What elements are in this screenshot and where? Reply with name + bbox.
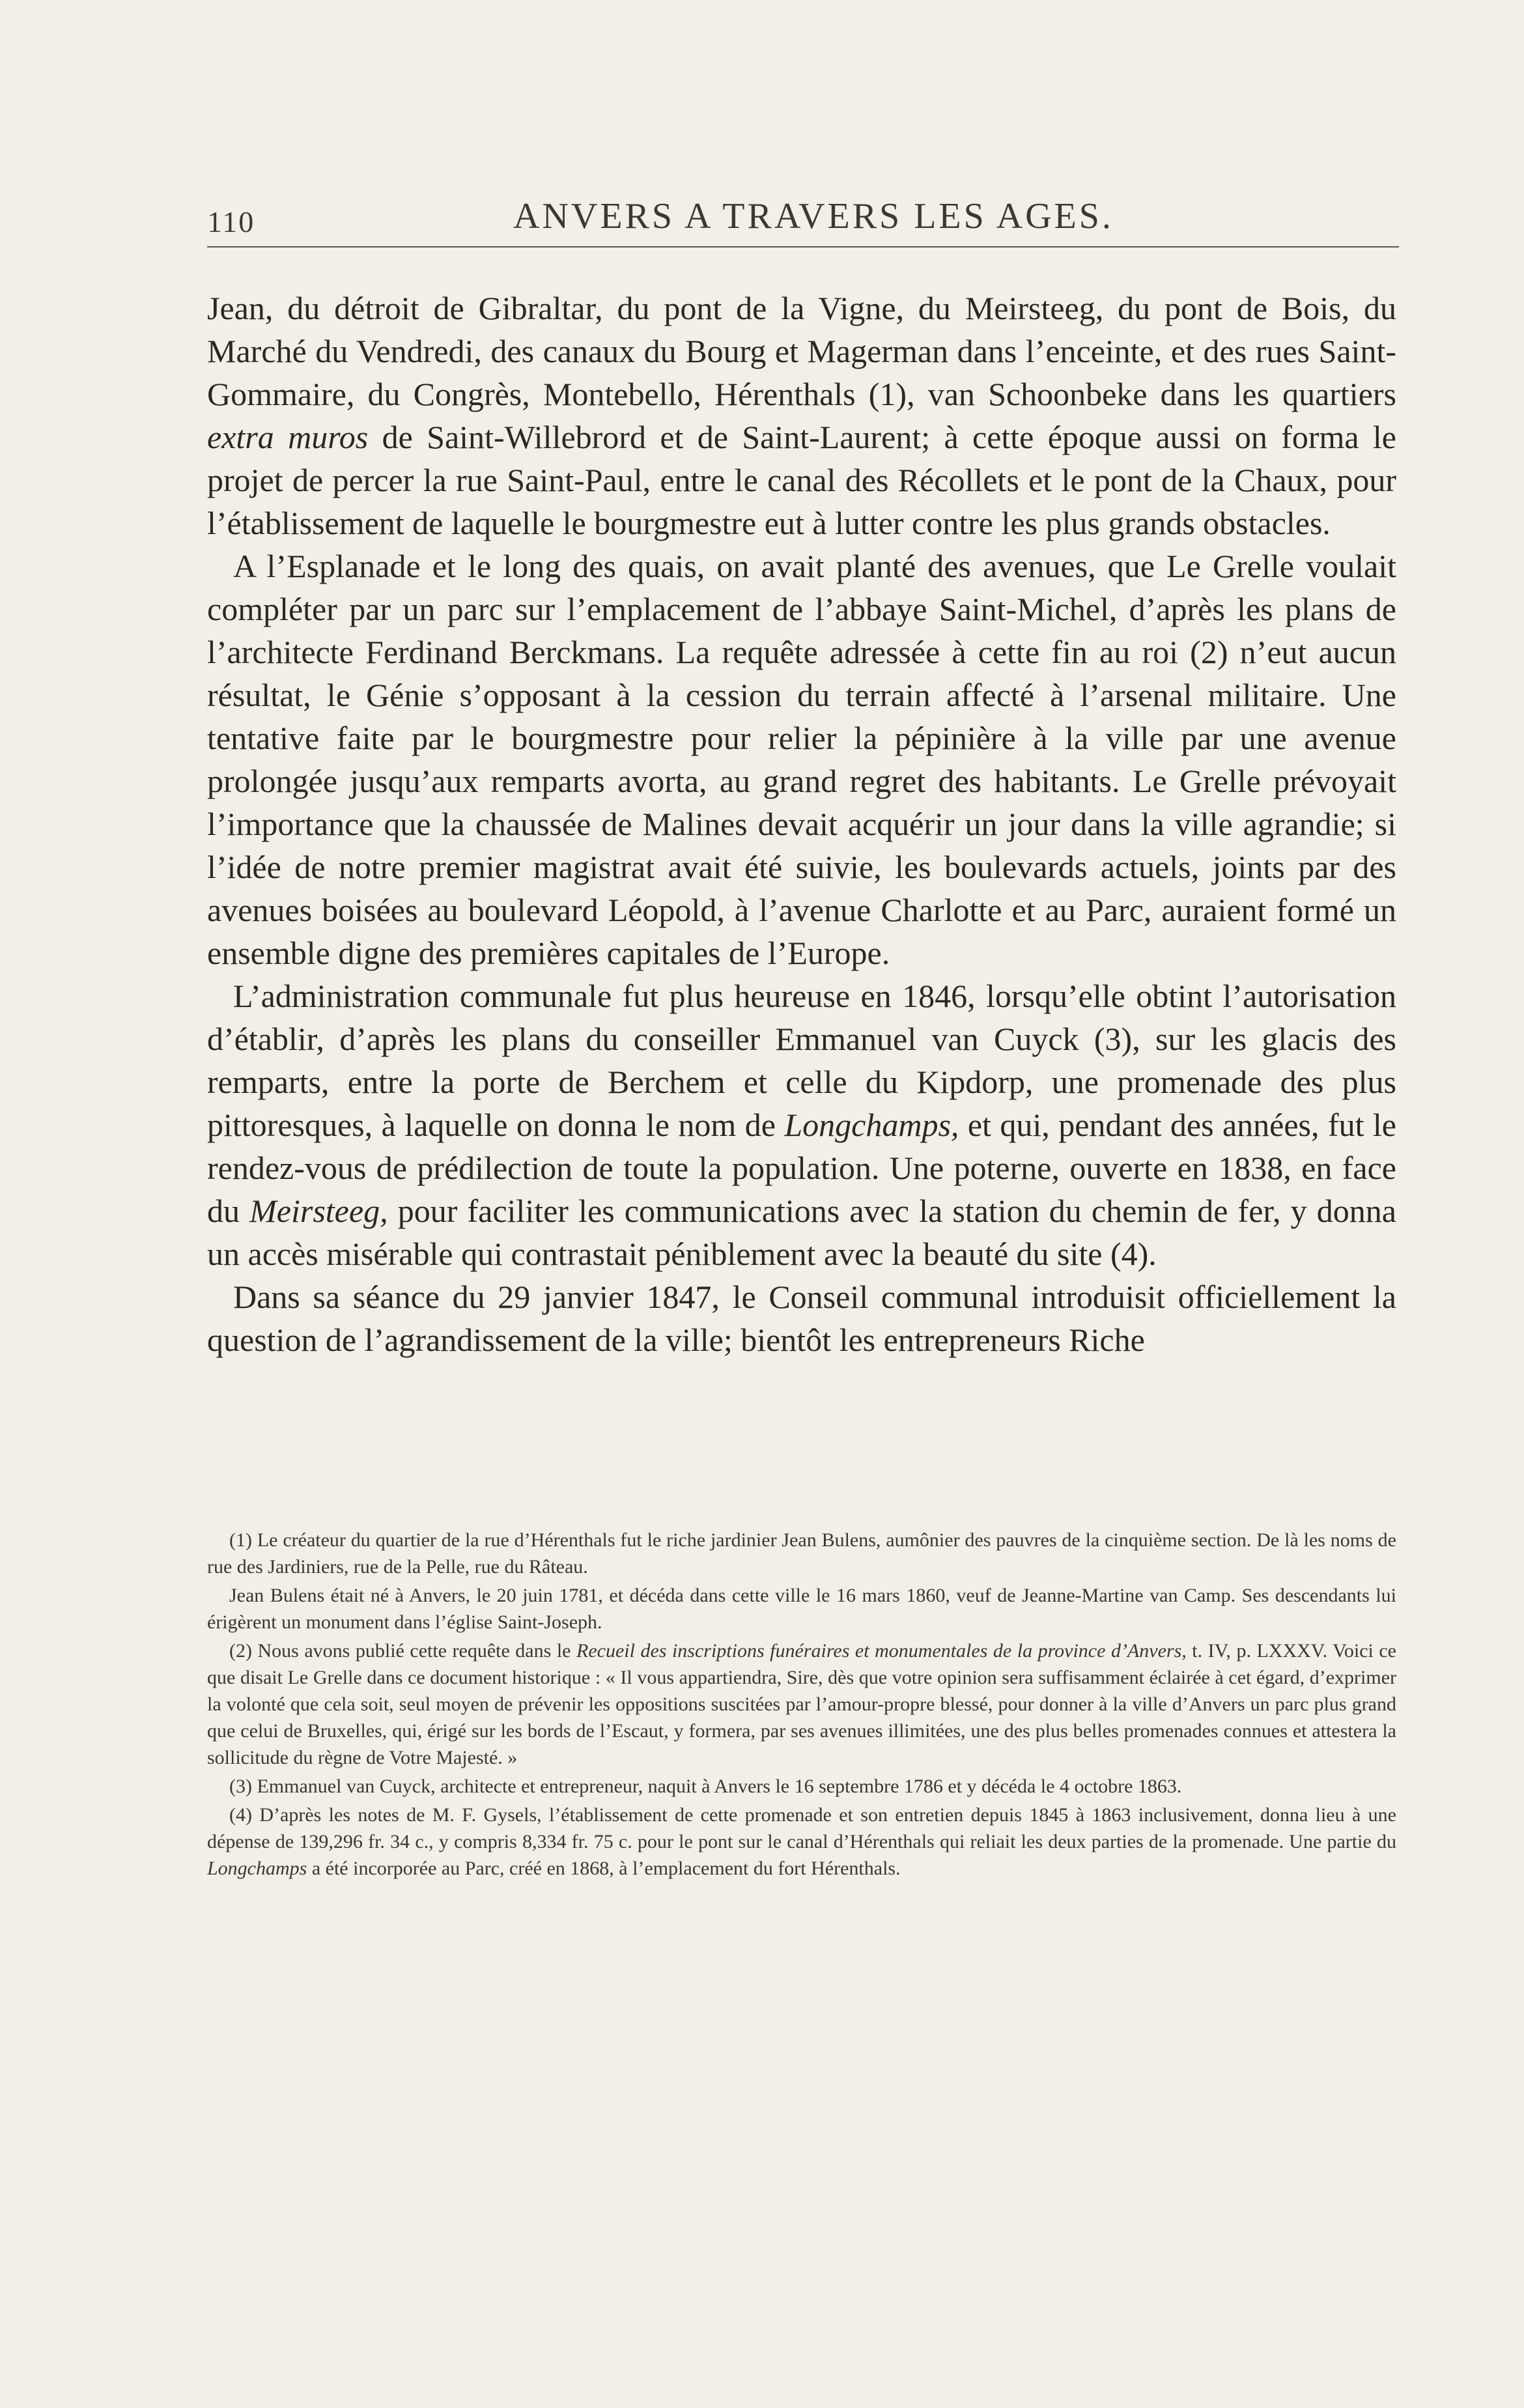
text-segment: A l’Esplanade et le long des quais, on avait planté des avenues, que Le Grelle voulait compléter par un parc sur l’emplacement de l’abbaye Saint-Michel, d’après les plans de l’architecte Ferdinand Berckmans. La requête adressée à cette fin au roi (2) n’eut aucun résultat, le Génie s’opposant à la cession du terrain affecté à l’arsenal militaire. Une tentative faite par le bourgmestre pour relier la pépinière à la ville par une avenue prolongée jusqu’aux remparts avorta, au grand regret des habitants. Le Grelle prévoyait l’importance que la chaussée de Malines devait acquérir un jour dans la ville agrandie; si l’idée de notre premier magistrat avait été suivie, les boulevards actuels, joints par des avenues boisées au boulevard Léopold, à l’avenue Charlotte et au Parc, auraient formé un ensemble digne des premières capitales de l’Europe.	[207, 548, 1396, 971]
paragraph	[207, 974, 1396, 1275]
text-segment: et qui, pendant des années, fut le rendez-vous de prédilection de toute la population. Une poterne, ouverte en 1838, en face du	[207, 1107, 1396, 1229]
text-segment: pour faciliter les communications avec la station du chemin de fer, y donna un accès misérable qui contrastait péniblement avec la beauté du site (4).	[207, 1193, 1396, 1272]
running-title: ANVERS A TRAVERS LES AGES.	[513, 196, 1114, 236]
page-header	[207, 195, 1399, 248]
text-segment: t. IV, p. LXXXV. Voici ce que disait Le Grelle dans ce document historique : « Il vous appartiendra, Sire, dès que votre opinion sera suffisamment éclairée à cet égard, d’exprimer la volonté que cela soit, seul moyen de prévenir les oppositions suscitées par l’amour-propre blessé, pour donner à la ville d’Anvers un parc plus grand que celui de Bruxelles, qui, érigé sur les bords de l’Escaut, y formera, par ses avenues illimitées, une des plus belles promenades connues et attestera la sollicitude du règne de Votre Majesté. »	[207, 1640, 1397, 1768]
paragraph	[207, 1275, 1396, 1361]
main-text	[207, 287, 1396, 1361]
text-segment: (2) Nous avons publié cette requête dans le	[229, 1640, 576, 1662]
text-segment: Jean, du détroit de Gibraltar, du pont de la Vigne, du Meirsteeg, du pont de Bois, du Marché du Vendredi, des canaux du Bourg et Magerman dans l’enceinte, et des rues Saint-Gommaire, du Congrès, Montebello, Hérenthals (1), van Schoonbeke dans les quartiers	[207, 290, 1396, 412]
italic-text: Longchamps	[207, 1858, 307, 1879]
footnote	[207, 1527, 1396, 1580]
text-segment: L’administration communale fut plus heureuse en 1846, lorsqu’elle obtint l’autorisation d’établir, d’après les plans du conseiller Emmanuel van Cuyck (3), sur les glacis des remparts, entre la porte de Berchem et celle du Kipdorp, une promenade des plus pittoresques, à laquelle on donna le nom de	[207, 978, 1396, 1143]
text-segment: (3) Emmanuel van Cuyck, architecte et entrepreneur, naquit à Anvers le 16 septembre 1786 et y décéda le 4 octobre 1863.	[229, 1776, 1182, 1797]
paragraph	[207, 545, 1396, 974]
italic-text: Longchamps,	[784, 1107, 959, 1143]
text-segment: de Saint-Willebrord et de Saint-Laurent; à cette époque aussi on forma le projet de percer la rue Saint-Paul, entre le canal des Récollets et le pont de la Chaux, pour l’établissement de laquelle le bourgmestre eut à lutter contre les plus grands obstacles.	[207, 419, 1396, 541]
italic-text: Meirsteeg,	[249, 1193, 388, 1229]
text-segment: Dans sa séance du 29 janvier 1847, le Conseil communal introduisit officiellement la question de l’agrandissement de la ville; bientôt les entrepreneurs Riche	[207, 1279, 1396, 1358]
paragraph	[207, 287, 1396, 545]
text-segment: (1) Le créateur du quartier de la rue d’Hérenthals fut le riche jardinier Jean Bulens, aumônier des pauvres de la cinquième section. De là les noms de rue des Jardiniers, rue de la Pelle, rue du Râteau.	[207, 1529, 1396, 1578]
footnote	[207, 1802, 1396, 1882]
italic-text: Recueil des inscriptions funéraires et monumentales de la province d’Anvers,	[576, 1640, 1187, 1662]
footnote	[207, 1637, 1396, 1771]
text-segment: Jean Bulens était né à Anvers, le 20 juin 1781, et décéda dans cette ville le 16 mars 1860, veuf de Jeanne-Martine van Camp. Ses descendants lui érigèrent un monument dans l’église Saint-Joseph.	[207, 1585, 1396, 1633]
text-segment: a été incorporée au Parc, créé en 1868, à l’emplacement du fort Hérenthals.	[307, 1858, 901, 1879]
page-number: 110	[207, 205, 255, 238]
footnote	[207, 1773, 1396, 1800]
italic-text: extra muros	[207, 419, 369, 455]
header-rule	[207, 246, 1399, 248]
text-segment: (4) D’après les notes de M. F. Gysels, l’établissement de cette promenade et son entretien depuis 1845 à 1863 inclusivement, donna lieu à une dépense de 139,296 fr. 34 c., y compris 8,334 fr. 75 c. pour le pont sur le canal d’Hérenthals qui reliait les deux parties de la promenade. Une partie du	[207, 1804, 1396, 1852]
footnote	[207, 1582, 1396, 1636]
footnotes	[207, 1527, 1396, 1884]
